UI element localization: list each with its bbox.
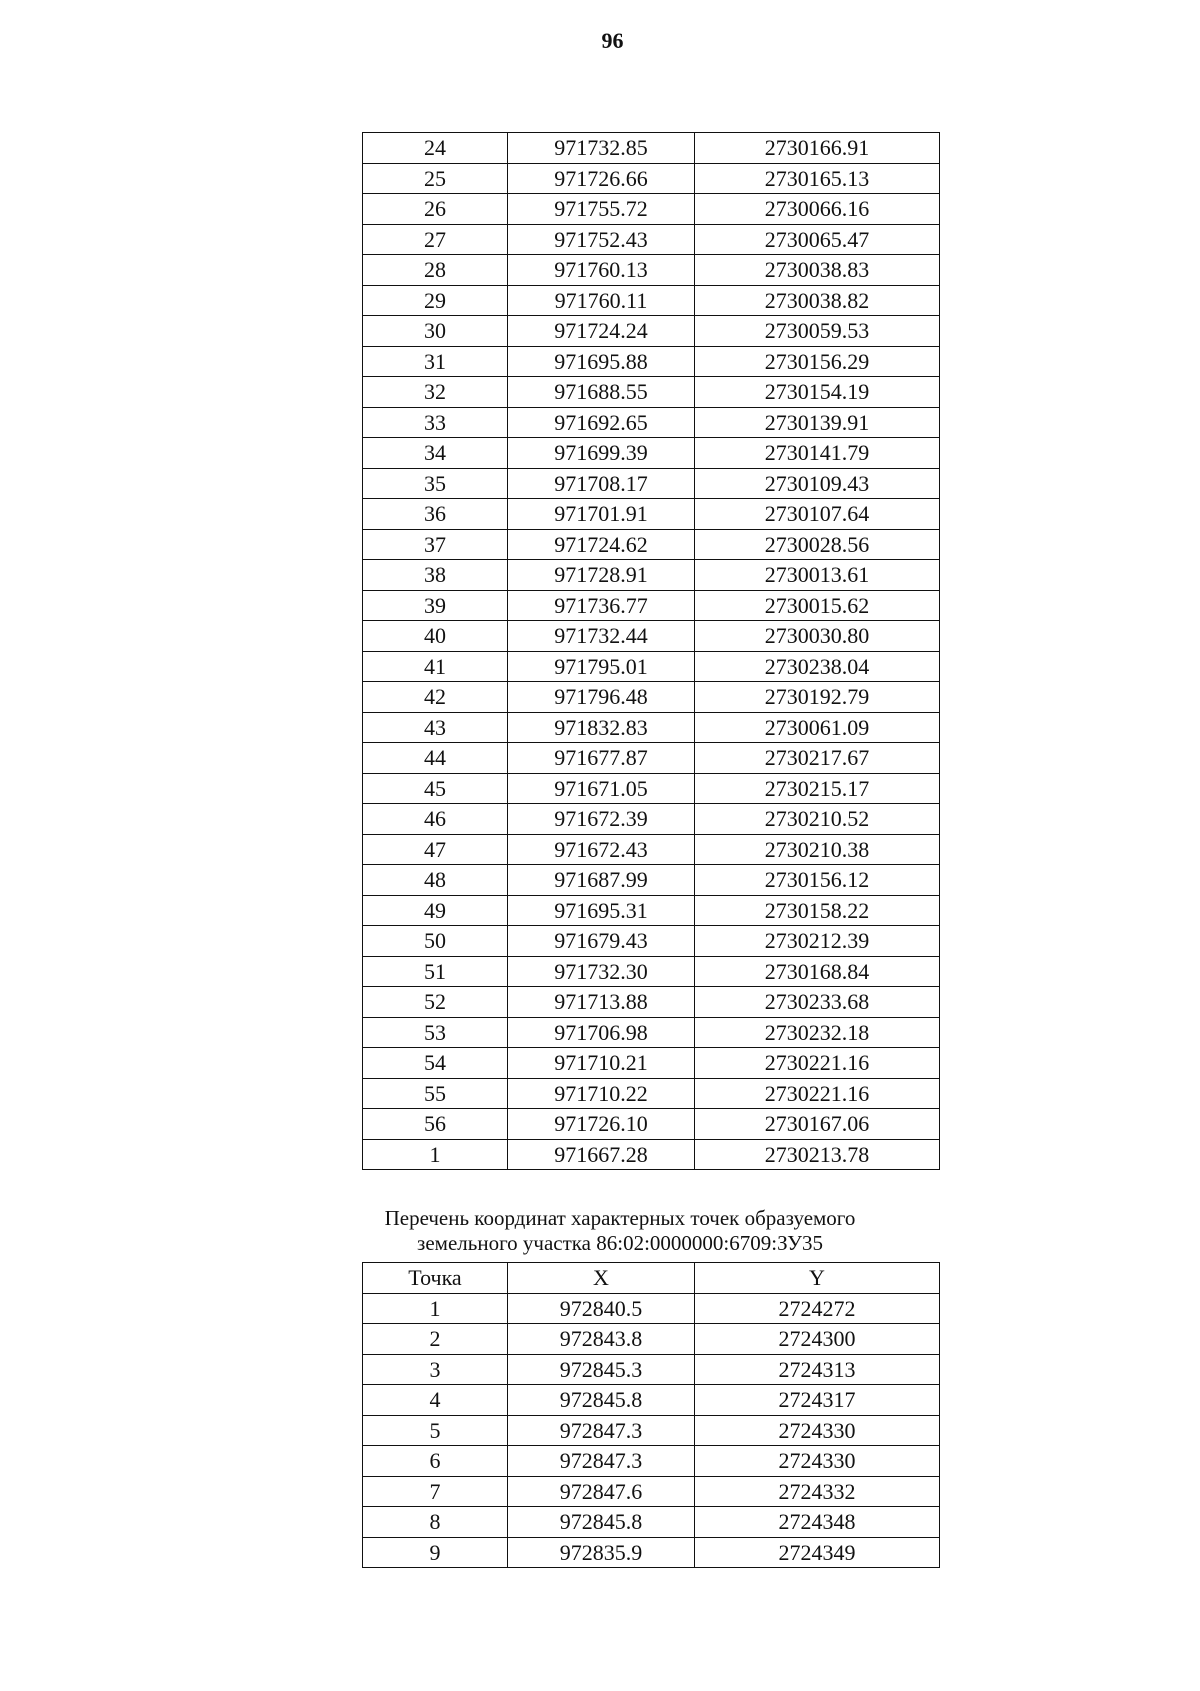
cell-x: 971752.43 — [508, 224, 695, 255]
cell-y: 2730210.38 — [695, 834, 940, 865]
cell-x: 971732.30 — [508, 956, 695, 987]
table-row — [363, 468, 940, 499]
cell-point: 51 — [363, 956, 508, 987]
table-row — [363, 682, 940, 713]
cell-y: 2730233.68 — [695, 987, 940, 1018]
cell-y: 2724330 — [695, 1446, 940, 1477]
table-body — [363, 133, 940, 1170]
cell-x: 971760.13 — [508, 255, 695, 286]
cell-y: 2724348 — [695, 1507, 940, 1538]
cell-point: 36 — [363, 499, 508, 530]
cell-point: 26 — [363, 194, 508, 225]
table-row — [363, 987, 940, 1018]
cell-x: 972835.9 — [508, 1537, 695, 1568]
cell-point: 56 — [363, 1109, 508, 1140]
table-row — [363, 1537, 940, 1568]
cell-point: 3 — [363, 1354, 508, 1385]
cell-point: 53 — [363, 1017, 508, 1048]
cell-point: 9 — [363, 1537, 508, 1568]
table-row — [363, 285, 940, 316]
cell-point: 27 — [363, 224, 508, 255]
cell-x: 971832.83 — [508, 712, 695, 743]
cell-y: 2730167.06 — [695, 1109, 940, 1140]
cell-x: 972847.3 — [508, 1415, 695, 1446]
cell-y: 2730154.19 — [695, 377, 940, 408]
cell-y: 2730028.56 — [695, 529, 940, 560]
cell-y: 2730065.47 — [695, 224, 940, 255]
header-point: Точка — [363, 1263, 508, 1294]
table-row — [363, 956, 940, 987]
cell-point: 31 — [363, 346, 508, 377]
header-y: Y — [695, 1263, 940, 1294]
cell-point: 55 — [363, 1078, 508, 1109]
table-row — [363, 1354, 940, 1385]
coordinates-table-continued — [362, 132, 940, 1170]
cell-point: 4 — [363, 1385, 508, 1416]
cell-y: 2730165.13 — [695, 163, 940, 194]
cell-y: 2730215.17 — [695, 773, 940, 804]
table-row — [363, 133, 940, 164]
cell-y: 2730217.67 — [695, 743, 940, 774]
cell-x: 971679.43 — [508, 926, 695, 957]
table-row — [363, 1078, 940, 1109]
cell-point: 34 — [363, 438, 508, 469]
cell-y: 2730238.04 — [695, 651, 940, 682]
table-row — [363, 1446, 940, 1477]
cell-point: 45 — [363, 773, 508, 804]
table-row — [363, 560, 940, 591]
cell-y: 2730192.79 — [695, 682, 940, 713]
header-x: X — [508, 1263, 695, 1294]
table-row — [363, 224, 940, 255]
cell-point: 49 — [363, 895, 508, 926]
cell-x: 971732.85 — [508, 133, 695, 164]
table-row — [363, 773, 940, 804]
table-row — [363, 438, 940, 469]
cell-y: 2730158.22 — [695, 895, 940, 926]
cell-x: 971710.22 — [508, 1078, 695, 1109]
cell-y: 2730066.16 — [695, 194, 940, 225]
cell-point: 38 — [363, 560, 508, 591]
table-row — [363, 377, 940, 408]
cell-x: 971667.28 — [508, 1139, 695, 1170]
cell-point: 41 — [363, 651, 508, 682]
cell-point: 29 — [363, 285, 508, 316]
cell-y: 2724330 — [695, 1415, 940, 1446]
table-row — [363, 834, 940, 865]
cell-x: 972845.8 — [508, 1385, 695, 1416]
table-row — [363, 895, 940, 926]
cell-x: 971695.31 — [508, 895, 695, 926]
cell-y: 2724313 — [695, 1354, 940, 1385]
cell-y: 2730013.61 — [695, 560, 940, 591]
table-row — [363, 499, 940, 530]
cell-y: 2730109.43 — [695, 468, 940, 499]
cell-x: 971726.10 — [508, 1109, 695, 1140]
cell-point: 52 — [363, 987, 508, 1018]
cell-point: 32 — [363, 377, 508, 408]
cell-x: 971736.77 — [508, 590, 695, 621]
cell-x: 972847.3 — [508, 1446, 695, 1477]
cell-y: 2730015.62 — [695, 590, 940, 621]
cell-point: 25 — [363, 163, 508, 194]
cell-point: 40 — [363, 621, 508, 652]
cell-y: 2730166.91 — [695, 133, 940, 164]
cell-y: 2730061.09 — [695, 712, 940, 743]
table-row — [363, 804, 940, 835]
cell-y: 2724332 — [695, 1476, 940, 1507]
cell-x: 971672.43 — [508, 834, 695, 865]
cell-x: 972843.8 — [508, 1324, 695, 1355]
cell-x: 971710.21 — [508, 1048, 695, 1079]
cell-x: 971795.01 — [508, 651, 695, 682]
cell-point: 7 — [363, 1476, 508, 1507]
cell-point: 35 — [363, 468, 508, 499]
cell-point: 39 — [363, 590, 508, 621]
caption-line-1: Перечень координат характерных точек образуемого — [384, 1206, 856, 1230]
table-row — [363, 163, 940, 194]
cell-point: 37 — [363, 529, 508, 560]
table-caption — [300, 1206, 940, 1256]
cell-x: 971695.88 — [508, 346, 695, 377]
table-row — [363, 926, 940, 957]
cell-point: 8 — [363, 1507, 508, 1538]
cell-y: 2730038.82 — [695, 285, 940, 316]
cell-x: 972845.3 — [508, 1354, 695, 1385]
cell-x: 971677.87 — [508, 743, 695, 774]
table-row — [363, 1109, 940, 1140]
cell-point: 48 — [363, 865, 508, 896]
coordinates-table-zu35 — [362, 1262, 940, 1568]
table-row — [363, 1385, 940, 1416]
table-header-row — [363, 1263, 940, 1294]
table-row — [363, 1048, 940, 1079]
cell-y: 2724300 — [695, 1324, 940, 1355]
cell-point: 42 — [363, 682, 508, 713]
table-row — [363, 651, 940, 682]
cell-x: 971760.11 — [508, 285, 695, 316]
cell-point: 28 — [363, 255, 508, 286]
cell-y: 2730221.16 — [695, 1048, 940, 1079]
table-row — [363, 407, 940, 438]
cell-x: 971687.99 — [508, 865, 695, 896]
table-row — [363, 621, 940, 652]
cell-y: 2730030.80 — [695, 621, 940, 652]
cell-x: 972847.6 — [508, 1476, 695, 1507]
table-row — [363, 1017, 940, 1048]
cell-point: 6 — [363, 1446, 508, 1477]
cell-point: 24 — [363, 133, 508, 164]
table-row — [363, 346, 940, 377]
cell-x: 971724.62 — [508, 529, 695, 560]
caption-line-2: земельного участка 86:02:0000000:6709:ЗУ35 — [417, 1231, 823, 1255]
page-number: 96 — [601, 28, 624, 53]
cell-y: 2730156.12 — [695, 865, 940, 896]
cell-point: 43 — [363, 712, 508, 743]
table-row — [363, 1293, 940, 1324]
table-row — [363, 1139, 940, 1170]
table-row — [363, 743, 940, 774]
cell-y: 2730168.84 — [695, 956, 940, 987]
cell-y: 2724272 — [695, 1293, 940, 1324]
cell-point: 50 — [363, 926, 508, 957]
table-row — [363, 712, 940, 743]
table-row — [363, 1476, 940, 1507]
cell-x: 972845.8 — [508, 1507, 695, 1538]
cell-point: 30 — [363, 316, 508, 347]
cell-x: 971701.91 — [508, 499, 695, 530]
cell-y: 2730141.79 — [695, 438, 940, 469]
cell-x: 971755.72 — [508, 194, 695, 225]
cell-x: 971692.65 — [508, 407, 695, 438]
cell-x: 971708.17 — [508, 468, 695, 499]
table-row — [363, 590, 940, 621]
cell-x: 971699.39 — [508, 438, 695, 469]
cell-point: 33 — [363, 407, 508, 438]
cell-y: 2730221.16 — [695, 1078, 940, 1109]
cell-y: 2730139.91 — [695, 407, 940, 438]
cell-y: 2730038.83 — [695, 255, 940, 286]
cell-x: 971728.91 — [508, 560, 695, 591]
cell-y: 2730059.53 — [695, 316, 940, 347]
cell-x: 971796.48 — [508, 682, 695, 713]
cell-point: 46 — [363, 804, 508, 835]
cell-x: 971732.44 — [508, 621, 695, 652]
table-row — [363, 194, 940, 225]
cell-point: 1 — [363, 1139, 508, 1170]
table-row — [363, 1507, 940, 1538]
table-row — [363, 316, 940, 347]
cell-point: 44 — [363, 743, 508, 774]
cell-x: 971688.55 — [508, 377, 695, 408]
table-row — [363, 1324, 940, 1355]
cell-x: 971706.98 — [508, 1017, 695, 1048]
cell-point: 5 — [363, 1415, 508, 1446]
table-row — [363, 255, 940, 286]
cell-y: 2724349 — [695, 1537, 940, 1568]
cell-y: 2730212.39 — [695, 926, 940, 957]
cell-y: 2730232.18 — [695, 1017, 940, 1048]
cell-y: 2730213.78 — [695, 1139, 940, 1170]
cell-point: 47 — [363, 834, 508, 865]
cell-x: 971726.66 — [508, 163, 695, 194]
table-row — [363, 1415, 940, 1446]
cell-x: 971724.24 — [508, 316, 695, 347]
cell-x: 971671.05 — [508, 773, 695, 804]
cell-y: 2730107.64 — [695, 499, 940, 530]
table-body — [363, 1293, 940, 1568]
table-row — [363, 865, 940, 896]
cell-point: 54 — [363, 1048, 508, 1079]
cell-x: 971672.39 — [508, 804, 695, 835]
cell-y: 2730156.29 — [695, 346, 940, 377]
cell-y: 2730210.52 — [695, 804, 940, 835]
cell-y: 2724317 — [695, 1385, 940, 1416]
table-row — [363, 529, 940, 560]
cell-point: 2 — [363, 1324, 508, 1355]
cell-x: 972840.5 — [508, 1293, 695, 1324]
cell-point: 1 — [363, 1293, 508, 1324]
cell-x: 971713.88 — [508, 987, 695, 1018]
